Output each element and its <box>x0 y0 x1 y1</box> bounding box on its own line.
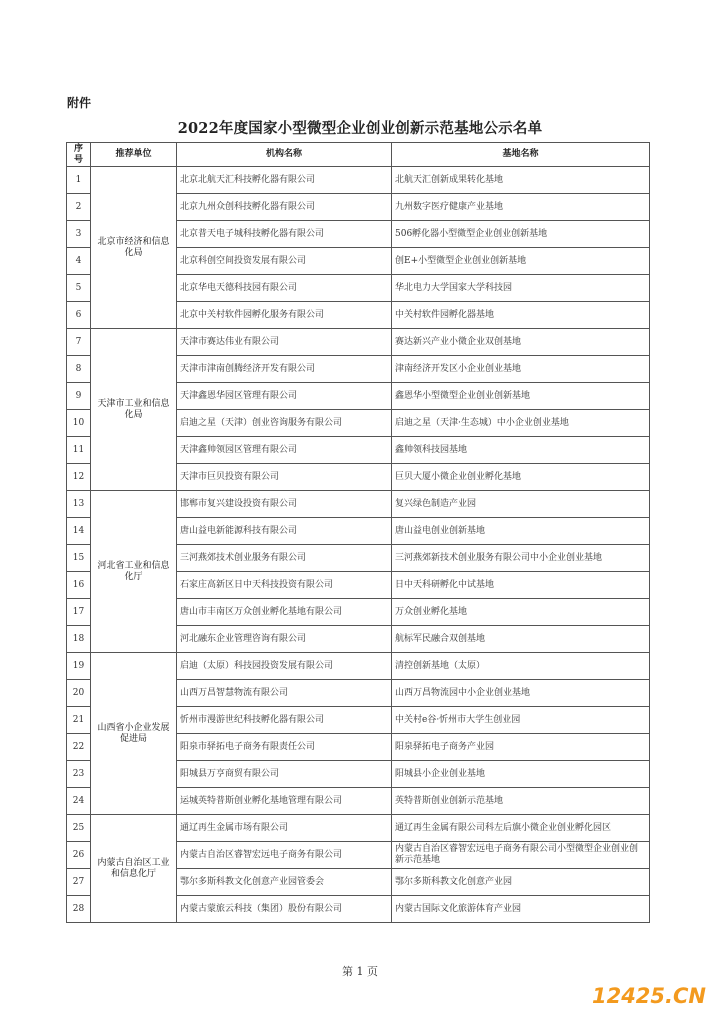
institution-name: 天津市巨贝投资有限公司 <box>177 464 392 491</box>
base-name: 津南经济开发区小企业创业基地 <box>392 356 650 383</box>
institution-name: 北京九州众创科技孵化器有限公司 <box>177 194 392 221</box>
row-seq: 10 <box>67 410 91 437</box>
base-name: 阳泉驿拓电子商务产业园 <box>392 734 650 761</box>
institution-name: 启迪之星（天津）创业咨询服务有限公司 <box>177 410 392 437</box>
row-seq: 24 <box>67 788 91 815</box>
row-seq: 5 <box>67 275 91 302</box>
institution-name: 河北融东企业管理咨询有限公司 <box>177 626 392 653</box>
base-name: 鄂尔多斯科教文化创意产业园 <box>392 869 650 896</box>
base-name: 清控创新基地（太原） <box>392 653 650 680</box>
page-number: 第 1 页 <box>342 965 378 978</box>
institution-name: 唐山市丰南区万众创业孵化基地有限公司 <box>177 599 392 626</box>
row-seq: 14 <box>67 518 91 545</box>
table-row <box>67 167 650 194</box>
header-seq: 序号 <box>67 143 91 167</box>
row-seq: 22 <box>67 734 91 761</box>
list-table <box>66 142 650 923</box>
table-row <box>67 491 650 518</box>
base-name: 复兴绿色制造产业园 <box>392 491 650 518</box>
base-name: 中关村e谷·忻州市大学生创业园 <box>392 707 650 734</box>
institution-name: 邯郸市复兴建设投资有限公司 <box>177 491 392 518</box>
institution-name: 天津市赛达伟业有限公司 <box>177 329 392 356</box>
base-name: 山西万昌物流园中小企业创业基地 <box>392 680 650 707</box>
institution-name: 忻州市漫游世纪科技孵化器有限公司 <box>177 707 392 734</box>
site-watermark <box>592 984 706 1008</box>
base-name: 赛达新兴产业小微企业双创基地 <box>392 329 650 356</box>
recommending-unit: 北京市经济和信息化局 <box>91 167 177 329</box>
base-name: 鑫帅领科技园基地 <box>392 437 650 464</box>
institution-name: 北京华电天德科技园有限公司 <box>177 275 392 302</box>
row-seq: 26 <box>67 842 91 869</box>
watermark-suffix: .CN <box>665 984 706 1008</box>
base-name: 506孵化器小型微型企业创业创新基地 <box>392 221 650 248</box>
table-row <box>67 653 650 680</box>
row-seq: 25 <box>67 815 91 842</box>
row-seq: 27 <box>67 869 91 896</box>
institution-name: 北京科创空间投资发展有限公司 <box>177 248 392 275</box>
base-name: 阳城县小企业创业基地 <box>392 761 650 788</box>
row-seq: 2 <box>67 194 91 221</box>
header-unit: 推荐单位 <box>91 143 177 167</box>
row-seq: 6 <box>67 302 91 329</box>
institution-name: 天津市津南创腾经济开发有限公司 <box>177 356 392 383</box>
institution-name: 通辽再生金属市场有限公司 <box>177 815 392 842</box>
header-base: 基地名称 <box>392 143 650 167</box>
recommending-unit: 天津市工业和信息化局 <box>91 329 177 491</box>
row-seq: 15 <box>67 545 91 572</box>
institution-name: 内蒙古自治区睿智宏远电子商务有限公司 <box>177 842 392 869</box>
row-seq: 11 <box>67 437 91 464</box>
recommending-unit: 内蒙古自治区工业和信息化厅 <box>91 815 177 923</box>
table-row <box>67 329 650 356</box>
institution-name: 天津鑫帅领园区管理有限公司 <box>177 437 392 464</box>
base-name: 九州数字医疗健康产业基地 <box>392 194 650 221</box>
institution-name: 启迪（太原）科技园投资发展有限公司 <box>177 653 392 680</box>
institution-name: 北京北航天汇科技孵化器有限公司 <box>177 167 392 194</box>
base-name: 英特普斯创业创新示范基地 <box>392 788 650 815</box>
base-name: 内蒙古自治区睿智宏远电子商务有限公司小型微型企业创业创新示范基地 <box>392 842 650 869</box>
institution-name: 内蒙古蒙旅云科技（集团）股份有限公司 <box>177 896 392 923</box>
base-name: 巨贝大厦小微企业创业孵化基地 <box>392 464 650 491</box>
table-body <box>67 167 650 923</box>
row-seq: 9 <box>67 383 91 410</box>
row-seq: 20 <box>67 680 91 707</box>
row-seq: 13 <box>67 491 91 518</box>
row-seq: 7 <box>67 329 91 356</box>
institution-name: 山西万昌智慧物流有限公司 <box>177 680 392 707</box>
row-seq: 8 <box>67 356 91 383</box>
institution-name: 北京普天电子城科技孵化器有限公司 <box>177 221 392 248</box>
header-org: 机构名称 <box>177 143 392 167</box>
row-seq: 19 <box>67 653 91 680</box>
institution-name: 唐山益电新能源科技有限公司 <box>177 518 392 545</box>
institution-name: 石家庄高新区日中天科技投资有限公司 <box>177 572 392 599</box>
institution-name: 阳城县万亨商贸有限公司 <box>177 761 392 788</box>
base-name: 北航天汇创新成果转化基地 <box>392 167 650 194</box>
recommending-unit: 河北省工业和信息化厅 <box>91 491 177 653</box>
document-title: 2022年度国家小型微型企业创业创新示范基地公示名单 <box>177 120 543 137</box>
recommending-unit: 山西省小企业发展促进局 <box>91 653 177 815</box>
attachment-label: 附件 <box>67 96 92 110</box>
table-row <box>67 815 650 842</box>
row-seq: 28 <box>67 896 91 923</box>
base-name: 唐山益电创业创新基地 <box>392 518 650 545</box>
table-header-row <box>67 143 650 167</box>
base-name: 鑫恩华小型微型企业创业创新基地 <box>392 383 650 410</box>
base-name: 内蒙古国际文化旅游体育产业园 <box>392 896 650 923</box>
row-seq: 17 <box>67 599 91 626</box>
institution-name: 鄂尔多斯科教文化创意产业园管委会 <box>177 869 392 896</box>
institution-name: 运城英特普斯创业孵化基地管理有限公司 <box>177 788 392 815</box>
institution-name: 三河燕郊技术创业服务有限公司 <box>177 545 392 572</box>
institution-name: 北京中关村软件园孵化服务有限公司 <box>177 302 392 329</box>
row-seq: 23 <box>67 761 91 788</box>
row-seq: 16 <box>67 572 91 599</box>
base-name: 万众创业孵化基地 <box>392 599 650 626</box>
row-seq: 1 <box>67 167 91 194</box>
base-name: 航标军民融合双创基地 <box>392 626 650 653</box>
base-name: 启迪之星（天津·生态城）中小企业创业基地 <box>392 410 650 437</box>
row-seq: 21 <box>67 707 91 734</box>
institution-name: 天津鑫恩华园区管理有限公司 <box>177 383 392 410</box>
base-name: 中关村软件园孵化器基地 <box>392 302 650 329</box>
base-name: 创E+小型微型企业创业创新基地 <box>392 248 650 275</box>
base-name: 华北电力大学国家大学科技园 <box>392 275 650 302</box>
row-seq: 3 <box>67 221 91 248</box>
base-name: 通辽再生金属有限公司科左后旗小微企业创业孵化园区 <box>392 815 650 842</box>
base-name: 三河燕郊新技术创业服务有限公司中小企业创业基地 <box>392 545 650 572</box>
row-seq: 18 <box>67 626 91 653</box>
institution-name: 阳泉市驿拓电子商务有限责任公司 <box>177 734 392 761</box>
row-seq: 12 <box>67 464 91 491</box>
row-seq: 4 <box>67 248 91 275</box>
watermark-digits: 12425 <box>591 984 666 1008</box>
base-name: 日中天科研孵化中试基地 <box>392 572 650 599</box>
